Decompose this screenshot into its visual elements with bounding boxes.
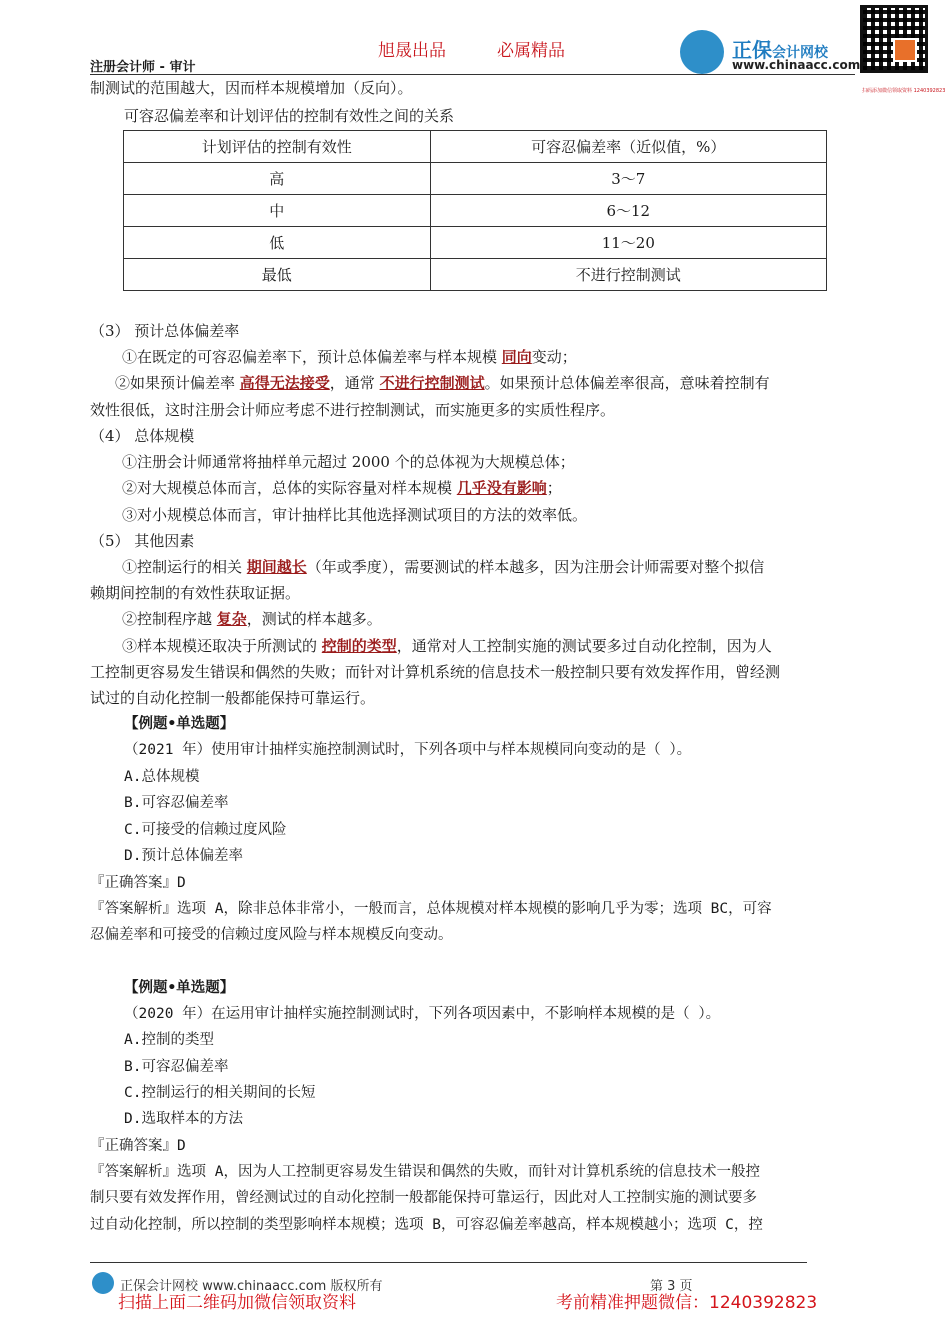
text-span: ，通常对人工控制实施的测试要多过自动化控制，因为人 bbox=[396, 637, 772, 655]
paragraph-line: 赖期间控制的有效性获取证据。 bbox=[90, 584, 301, 602]
table-cell: 6～12 bbox=[430, 195, 826, 227]
brand-url: www.chinaacc.com bbox=[732, 58, 861, 72]
example-option: B.可容忍偏差率 bbox=[124, 1059, 229, 1075]
paragraph-line: 试过的自动化控制一般都能保持可靠运行。 bbox=[90, 689, 376, 707]
example-analysis: 忍偏差率和可接受的信赖过度风险与样本规模反向变动。 bbox=[90, 927, 453, 943]
text-span: ，通常 bbox=[329, 374, 380, 392]
example-option: D.选取样本的方法 bbox=[124, 1111, 243, 1127]
example-option: B.可容忍偏差率 bbox=[124, 795, 229, 811]
footer-divider bbox=[90, 1262, 807, 1263]
text-span: ①控制运行的相关 bbox=[122, 558, 247, 576]
text-span: ②如果预计偏差率 bbox=[115, 374, 240, 392]
brand-logo-icon bbox=[680, 30, 724, 74]
table-cell: 不进行控制测试 bbox=[430, 259, 826, 291]
section-title: （3） 预计总体偏差率 bbox=[90, 322, 240, 340]
keyword: 期间越长 bbox=[246, 558, 307, 576]
example-option: C.可接受的信赖过度风险 bbox=[124, 822, 287, 838]
keyword: 几乎没有影响 bbox=[456, 479, 547, 497]
header-subject: 注册会计师 - 审计 bbox=[90, 60, 196, 75]
text-span: ③样本规模还取决于所测试的 bbox=[122, 637, 322, 655]
example-option: A.总体规模 bbox=[124, 769, 200, 785]
keyword: 复杂 bbox=[216, 610, 247, 628]
paragraph-line: ③对小规模总体而言，审计抽样比其他选择测试项目的方法的效率低。 bbox=[122, 506, 588, 524]
page-number: 第 3 页 bbox=[650, 1279, 693, 1294]
table-caption: 可容忍偏差率和计划评估的控制有效性之间的关系 bbox=[124, 107, 455, 125]
header-divider bbox=[90, 74, 855, 75]
paragraph-line bbox=[122, 478, 562, 498]
example-analysis: 『答案解析』选项 A，除非总体非常小，一般而言，总体规模对样本规模的影响几乎为零；选项 BC，可容 bbox=[90, 901, 772, 917]
paragraph-line: ①注册会计师通常将抽样单元超过 2000 个的总体视为大规模总体； bbox=[122, 453, 575, 471]
example-analysis: 『答案解析』选项 A，因为人工控制更容易发生错误和偶然的失败，而针对计算机系统的信息技术一般控 bbox=[90, 1164, 760, 1180]
table-row bbox=[124, 195, 827, 227]
keyword: 控制的类型 bbox=[321, 637, 397, 655]
example-answer: 『正确答案』D bbox=[90, 875, 186, 891]
text-span: 变动； bbox=[531, 348, 577, 366]
example-answer: 『正确答案』D bbox=[90, 1138, 186, 1154]
table-header-cell: 计划评估的控制有效性 bbox=[124, 131, 431, 163]
example-analysis: 过自动化控制，所以控制的类型影响样本规模；选项 B，可容忍偏差率越高，样本规模越小；选项 C，控 bbox=[90, 1217, 763, 1233]
paragraph-line bbox=[122, 636, 772, 656]
paragraph-line: 制测试的范围越大，因而样本规模增加（反向）。 bbox=[90, 79, 413, 97]
example-title: 【例题•单选题】 bbox=[124, 980, 235, 996]
table-row bbox=[124, 163, 827, 195]
tolerance-table bbox=[123, 130, 827, 291]
example-title: 【例题•单选题】 bbox=[124, 716, 235, 732]
section-title: （5） 其他因素 bbox=[90, 532, 195, 550]
text-span: （年或季度），需要测试的样本越多，因为注册会计师需要对整个拟信 bbox=[306, 558, 765, 576]
text-span: 。如果预计总体偏差率很高，意味着控制有 bbox=[484, 374, 770, 392]
table-cell: 中 bbox=[124, 195, 431, 227]
qr-caption: 扫码添加微信领取资料 1240392823 bbox=[862, 88, 946, 94]
table-cell: 高 bbox=[124, 163, 431, 195]
paragraph-line bbox=[122, 609, 382, 629]
paragraph-line bbox=[115, 373, 770, 393]
example-option: A.控制的类型 bbox=[124, 1032, 214, 1048]
paragraph-line: 效性很低，这时注册会计师应考虑不进行控制测试，而实施更多的实质性程序。 bbox=[90, 401, 616, 419]
paragraph-line bbox=[122, 347, 577, 367]
section-title: （4） 总体规模 bbox=[90, 427, 195, 445]
header-slogan-left: 旭晟出品 bbox=[378, 41, 446, 61]
example-option: C.控制运行的相关期间的长短 bbox=[124, 1085, 316, 1101]
text-span: ①在既定的可容忍偏差率下，预计总体偏差率与样本规模 bbox=[122, 348, 502, 366]
table-cell: 3～7 bbox=[430, 163, 826, 195]
footer-logo-icon bbox=[92, 1272, 114, 1294]
table-header-cell: 可容忍偏差率（近似值，%） bbox=[430, 131, 826, 163]
promo-left: 扫描上面二维码加微信领取资料 bbox=[118, 1293, 356, 1313]
brand-name-suffix: 会计网校 bbox=[772, 45, 828, 61]
paragraph-line bbox=[122, 557, 764, 577]
brand-name-main: 正保 bbox=[732, 38, 772, 62]
footer-copyright: 正保会计网校 www.chinaacc.com 版权所有 bbox=[120, 1279, 383, 1294]
example-question: （2021 年）使用审计抽样实施控制测试时，下列各项中与样本规模同向变动的是（ ）。 bbox=[124, 742, 692, 758]
table-header-row bbox=[124, 131, 827, 163]
text-span: ②控制程序越 bbox=[122, 610, 217, 628]
table-row bbox=[124, 227, 827, 259]
text-span: ，测试的样本越多。 bbox=[246, 610, 382, 628]
table-row bbox=[124, 259, 827, 291]
promo-right: 考前精准押题微信：1240392823 bbox=[556, 1293, 818, 1313]
table-cell: 低 bbox=[124, 227, 431, 259]
qr-badge-icon bbox=[893, 38, 917, 62]
example-analysis: 制只要有效发挥作用，曾经测试过的自动化控制一般都能保持可靠运行，因此对人工控制实施的测试要多 bbox=[90, 1190, 757, 1206]
table-cell: 11～20 bbox=[430, 227, 826, 259]
table-cell: 最低 bbox=[124, 259, 431, 291]
keyword: 不进行控制测试 bbox=[379, 374, 485, 392]
paragraph-line: 工控制更容易发生错误和偶然的失败；而针对计算机系统的信息技术一般控制只要有效发挥作用，曾经测 bbox=[90, 663, 781, 681]
header-slogan-right: 必属精品 bbox=[497, 41, 565, 61]
keyword: 同向 bbox=[501, 348, 532, 366]
example-question: （2020 年）在运用审计抽样实施控制测试时，下列各项因素中，不影响样本规模的是（ ）。 bbox=[124, 1006, 721, 1022]
example-option: D.预计总体偏差率 bbox=[124, 848, 243, 864]
keyword: 高得无法接受 bbox=[239, 374, 330, 392]
text-span: ②对大规模总体而言，总体的实际容量对样本规模 bbox=[122, 479, 457, 497]
text-span: ； bbox=[546, 479, 562, 497]
